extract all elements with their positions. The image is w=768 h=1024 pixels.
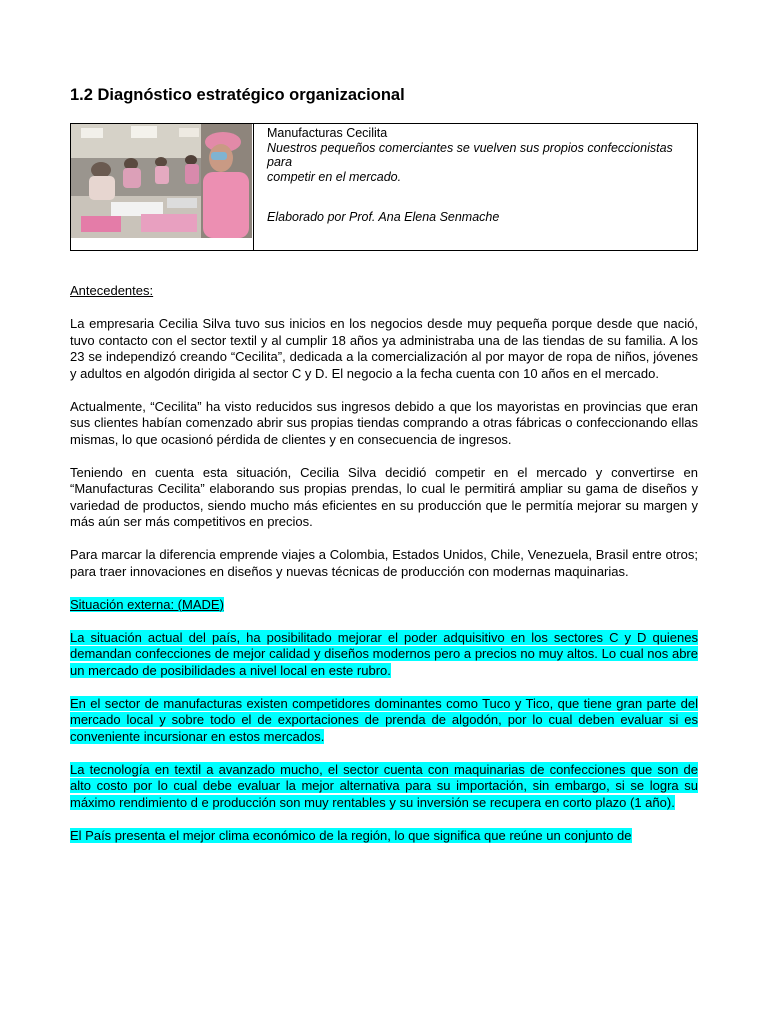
paragraph-4: Para marcar la diferencia emprende viajes a Colombia, Estados Unidos, Chile, Venezuela, Brasil entre otros; para traer innovaciones en diseños y nuevas técnicas de producción con modernas maquinarias. [70, 547, 698, 579]
section-heading-externa [70, 597, 698, 614]
paragraph-5 [70, 630, 698, 680]
paragraph-2: Actualmente, “Cecilita” ha visto reducidos sus ingresos debido a que los mayoristas en provincias que eran sus clientes habían comenzado abrir sus propias tiendas comprando a otras fábricas o confeccionando ellas mismas, lo que ocasionó pérdida de clientes y en consecuencia de ingresos. [70, 398, 698, 447]
company-name: Manufacturas Cecilita [267, 126, 388, 140]
document-body [70, 283, 698, 861]
tagline-line-1: Nuestros pequeños comerciantes se vuelven sus propios confeccionistas para [267, 140, 673, 169]
highlighted-text: La situación actual del país, ha posibilitado mejorar el poder adquisitivo en los sectores C y D quienes demandan confecciones de mejor calidad y diseños modernos pero a precios no muy altos. Lo cual nos abre un mercado de posibilidades a nivel local en este rubro. [70, 629, 698, 678]
photo-cell [71, 124, 254, 250]
highlighted-text: La tecnología en textil a avanzado mucho, el sector cuenta con maquinarias de confecciones que son de alto costo por lo cual debe evaluar la mejor alternativa para su importación, sin embargo, si se logra su máximo rendimiento d e producción son muy rentables y su inversión se recupera en corto plazo (1 año). [70, 761, 698, 810]
paragraph-3: Teniendo en cuenta esta situación, Cecilia Silva decidió competir en el mercado y convertirse en “Manufacturas Cecilita” elaborando sus propias prendas, lo cual le permitirá ampliar su gama de diseños y variedad de productos, siendo mucho más eficientes en su producción que le permitía mejorar su margen y más aún ser más competitivos en precios. [70, 464, 698, 529]
page-title: 1.2 Diagnóstico estratégico organizacional [70, 86, 405, 104]
factory-photo [71, 124, 252, 238]
author-credit: Elaborado por Prof. Ana Elena Senmache [267, 210, 500, 224]
highlighted-text: En el sector de manufacturas existen competidores dominantes como Tuco y Tico, que tiene gran parte del mercado local y sobre todo el de exportaciones de prenda de algodón, por lo cual deben evaluar si es conveniente incursionar en estos mercados. [70, 695, 698, 744]
section-heading-antecedentes: Antecedentes: [70, 283, 154, 298]
tagline-line-2: competir en el mercado. [267, 169, 402, 184]
header-info-cell [254, 124, 697, 250]
highlighted-heading: Situación externa: (MADE) [70, 596, 224, 612]
header-table [70, 123, 698, 251]
paragraph-7 [70, 762, 698, 812]
paragraph-6 [70, 696, 698, 746]
highlighted-text: El País presenta el mejor clima económico de la región, lo que significa que reúne un conjunto de [70, 827, 632, 843]
paragraph-8 [70, 828, 698, 845]
paragraph-1: La empresaria Cecilia Silva tuvo sus inicios en los negocios desde muy pequeña porque desde que nació, tuvo contacto con el sector textil y al cumplir 18 años ya administraba una de las tiendas de su familia. A los 23 se independizó creando “Cecilita”, dedicada a la comercialización al por mayor de ropa de niños, jóvenes y adultos en algodón dirigida al sector C y D. El negocio a la fecha cuenta con 10 años en el mercado. [70, 316, 698, 381]
